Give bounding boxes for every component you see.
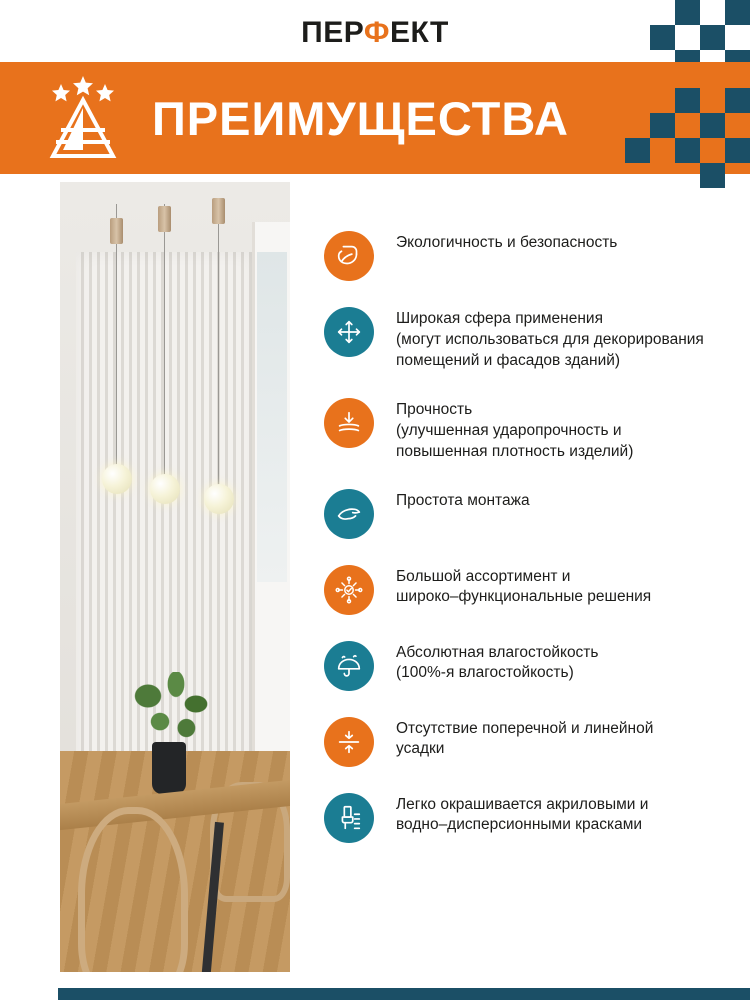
feature-line: Большой ассортимент и	[396, 567, 571, 585]
feature-line: Легко окрашивается акриловыми и	[396, 795, 649, 813]
no-shrinkage-compress-icon	[324, 717, 374, 767]
checker-cell	[675, 0, 700, 25]
eco-leaf-icon	[324, 231, 374, 281]
checker-cell	[725, 163, 750, 188]
checker-cell	[700, 88, 725, 113]
page-title: ПРЕИМУЩЕСТВА	[152, 91, 569, 145]
feature-text	[396, 639, 598, 685]
checker-cell	[650, 25, 675, 50]
bottom-strip-notch	[0, 988, 58, 1000]
feature-line: (улучшенная ударопрочность и	[396, 421, 622, 439]
strength-layers-arrow-icon	[324, 398, 374, 448]
umbrella-water-icon	[324, 641, 374, 691]
checker-cell	[675, 88, 700, 113]
feature-line: Прочность	[396, 400, 473, 418]
feature-text	[396, 563, 651, 609]
feature-item	[324, 487, 726, 539]
feature-line: Широкая сфера применения	[396, 310, 603, 327]
photo-window-glass	[257, 252, 287, 582]
feature-item	[324, 563, 726, 615]
checker-cell	[725, 88, 750, 113]
feature-item	[324, 791, 726, 843]
feature-text	[396, 229, 617, 254]
paint-brush-icon	[324, 793, 374, 843]
feature-line: помещений и фасадов зданий)	[396, 351, 621, 369]
checker-cell	[725, 138, 750, 163]
checker-cell	[675, 163, 700, 188]
four-arrows-expand-icon	[324, 307, 374, 357]
easy-install-hand-icon	[324, 489, 374, 539]
photo-column	[0, 174, 290, 972]
interior-photo	[60, 182, 290, 972]
photo-vase	[152, 742, 186, 794]
photo-lamp-ball	[150, 474, 180, 504]
checker-cell	[675, 113, 700, 138]
checker-cell	[725, 25, 750, 50]
checker-cell	[700, 163, 725, 188]
photo-lamp-ball	[204, 484, 234, 514]
feature-item	[324, 639, 726, 691]
checker-pattern-mid-right	[625, 88, 750, 188]
checker-cell	[650, 88, 675, 113]
feature-line: повышенная плотность изделий)	[396, 442, 634, 460]
feature-line: широко–функциональные решения	[396, 588, 652, 606]
checker-cell	[675, 138, 700, 163]
features-list	[290, 174, 750, 972]
brand-logo-part1: ПЕР	[301, 16, 364, 49]
checker-cell	[700, 0, 725, 25]
checker-cell	[700, 138, 725, 163]
checker-cell	[650, 138, 675, 163]
checker-cell	[625, 163, 650, 188]
feature-line: Абсолютная влагостойкость	[396, 643, 599, 661]
feature-line: (100%-я влагостойкость)	[396, 664, 574, 682]
checker-cell	[650, 0, 675, 25]
brand-logo-accent: Ф	[363, 16, 390, 49]
checker-cell	[650, 113, 675, 138]
feature-line: (могут использоваться для декорирования	[396, 330, 704, 348]
award-tree-badge-icon	[28, 70, 138, 166]
photo-lamp-ball	[102, 464, 132, 494]
checker-cell	[650, 163, 675, 188]
feature-text	[396, 305, 704, 372]
feature-item	[324, 305, 726, 372]
feature-line: Отсутствие поперечной и линейной	[396, 719, 654, 737]
feature-text	[396, 396, 633, 463]
photo-lamp-cap	[110, 218, 123, 244]
feature-line: Простота монтажа	[396, 491, 530, 509]
feature-line: Экологичность и безопасность	[396, 234, 618, 251]
content-area	[0, 174, 750, 972]
checker-cell	[725, 0, 750, 25]
feature-line: усадки	[396, 740, 445, 758]
checker-cell	[700, 113, 725, 138]
brand-logo	[301, 16, 449, 50]
feature-line: водно–дисперсионными красками	[396, 816, 643, 834]
checker-cell	[625, 138, 650, 163]
header-top-bar	[0, 0, 750, 62]
checker-cell	[625, 88, 650, 113]
feature-text	[396, 791, 648, 837]
photo-lamp-rod	[164, 204, 165, 479]
assortment-network-icon	[324, 565, 374, 615]
photo-chair	[78, 807, 188, 972]
checker-cell	[700, 25, 725, 50]
feature-text	[396, 487, 530, 512]
brand-logo-part2: ЕКТ	[389, 16, 449, 49]
checker-cell	[725, 113, 750, 138]
checker-cell	[625, 113, 650, 138]
photo-lamp-rod	[218, 204, 219, 492]
feature-item	[324, 396, 726, 463]
bottom-blue-strip	[0, 988, 750, 1000]
feature-item	[324, 715, 726, 767]
photo-lamp-cap	[158, 206, 171, 232]
photo-plant	[132, 672, 212, 752]
checker-cell	[675, 25, 700, 50]
feature-item	[324, 229, 726, 281]
feature-text	[396, 715, 653, 761]
photo-lamp-cap	[212, 198, 225, 224]
